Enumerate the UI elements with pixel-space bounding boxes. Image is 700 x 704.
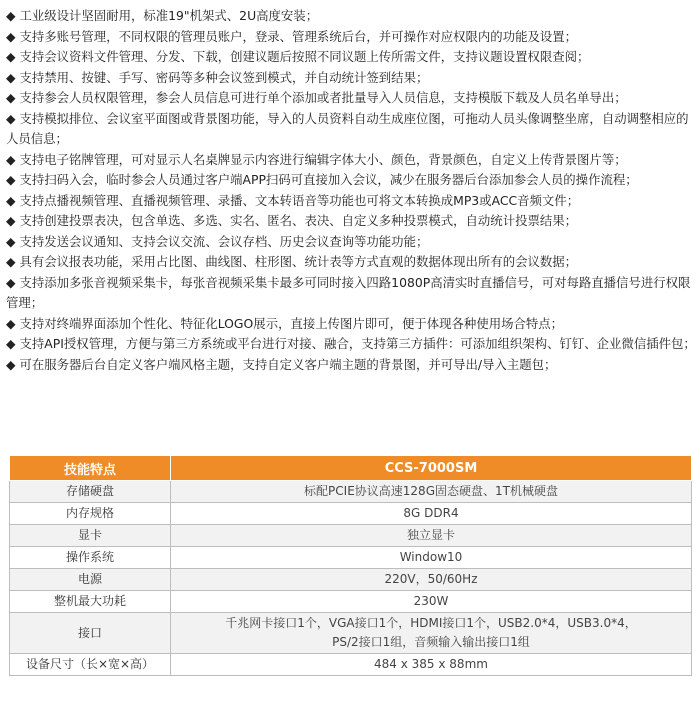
- feature-list: [6, 6, 696, 375]
- feature-item: ◆ 支持添加多张音视频采集卡，每张音视频采集卡最多可同时接入四路1080P高清实时直播信号，可对每路直播信号进行权限管理；: [6, 274, 691, 310]
- feature-item: ◆ 支持电子铭牌管理，可对显示人名桌牌显示内容进行编辑字体大小、颜色，背景颜色，自定义上传背景图片等；: [6, 151, 627, 167]
- feature-item: ◆ 支持发送会议通知、支持会议交流、会议存档、历史会议查询等功能功能；: [6, 233, 429, 249]
- feature-item: ◆ 支持模拟排位、会议室平面图或背景图功能，导入的人员资料自动生成座位图，可拖动人员头像调整坐席，自动调整相应的人员信息；: [6, 110, 689, 146]
- feature-item: ◆ 工业级设计坚固耐用，标准19"机架式、2U高度安装；: [6, 8, 319, 23]
- row-label: 存储硬盘: [10, 481, 171, 503]
- feature-item: ◆ 支持创建投票表决，包含单选、多选、实名、匿名、表决、自定义多种投票模式，自动统计投票结果；: [6, 213, 578, 228]
- feature-item: ◆ 支持扫码入会，临时参会人员通过客户端APP扫码可直接加入会议，减少在服务器后台添加参会人员的操作流程；: [6, 172, 638, 187]
- row-value: Window10: [171, 547, 692, 569]
- row-value: 230W: [171, 591, 692, 613]
- spec-table: [9, 455, 692, 676]
- table-row: [10, 613, 692, 654]
- row-label: 显卡: [10, 525, 171, 547]
- row-label: 整机最大功耗: [10, 591, 171, 613]
- row-value: 标配PCIE协议高速128G固态硬盘、1T机械硬盘: [171, 481, 692, 503]
- feature-item: ◆ 具有会议报表功能，采用占比图、曲线图、柱形图、统计表等方式直观的数据体现出所有的会议数据；: [6, 254, 578, 269]
- feature-item: ◆ 支持对终端界面添加个性化、特征化LOGO展示，直接上传图片即可，便于体现各种使用场合特点；: [6, 315, 564, 331]
- table-row: [10, 591, 692, 613]
- row-value: [171, 613, 692, 654]
- feature-item: ◆ 支持多账号管理，不同权限的管理员账户，登录、管理系统后台，并可操作对应权限内的功能及设置；: [6, 28, 578, 44]
- row-value: 独立显卡: [171, 525, 692, 547]
- feature-item: ◆ 支持会议资料文件管理、分发、下载，创建议题后按照不同议题上传所需文件，支持议题设置权限查阅；: [6, 49, 590, 64]
- row-label: 设备尺寸（长×宽×高）: [10, 654, 171, 676]
- table-row: [10, 503, 692, 525]
- feature-item: ◆ 支持禁用、按键、手写、密码等多种会议签到模式，并自动统计签到结果；: [6, 69, 429, 85]
- table-row: [10, 569, 692, 591]
- row-value: 220V，50/60Hz: [171, 569, 692, 591]
- header-model-name: CCS-7000SM: [171, 456, 692, 481]
- feature-item: ◆ 支持参会人员权限管理，参会人员信息可进行单个添加或者批量导入人员信息，支持模版下载及人员名单导出；: [6, 90, 627, 105]
- table-row: [10, 654, 692, 676]
- row-value-line: 千兆网卡接口1个，VGA接口1个，HDMI接口1个，USB2.0*4，USB3.0*4，: [225, 616, 637, 630]
- row-label: 电源: [10, 569, 171, 591]
- table-row: [10, 547, 692, 569]
- feature-item: ◆ 可在服务器后台自定义客户端风格主题，支持自定义客户端主题的背景图，并可导出/导入主题包；: [6, 356, 557, 372]
- row-value-line: PS/2接口1组，音频输入输出接口1组: [332, 635, 530, 649]
- header-feature-label: 技能特点: [10, 456, 171, 481]
- row-value: 484 x 385 x 88mm: [171, 654, 692, 676]
- row-label: 内存规格: [10, 503, 171, 525]
- row-label: 操作系统: [10, 547, 171, 569]
- table-row: [10, 525, 692, 547]
- feature-item: ◆ 支持点播视频管理、直播视频管理、录播、文本转语音等功能也可将文本转换成MP3或ACC音频文件；: [6, 192, 580, 208]
- spec-table-header: [10, 456, 692, 481]
- table-row: [10, 481, 692, 503]
- feature-item: ◆ 支持API授权管理，方便与第三方系统或平台进行对接、融合，支持第三方插件：可添加组织架构、钉钉、企业微信插件包；: [6, 336, 696, 351]
- row-value: 8G DDR4: [171, 503, 692, 525]
- row-label: 接口: [10, 613, 171, 654]
